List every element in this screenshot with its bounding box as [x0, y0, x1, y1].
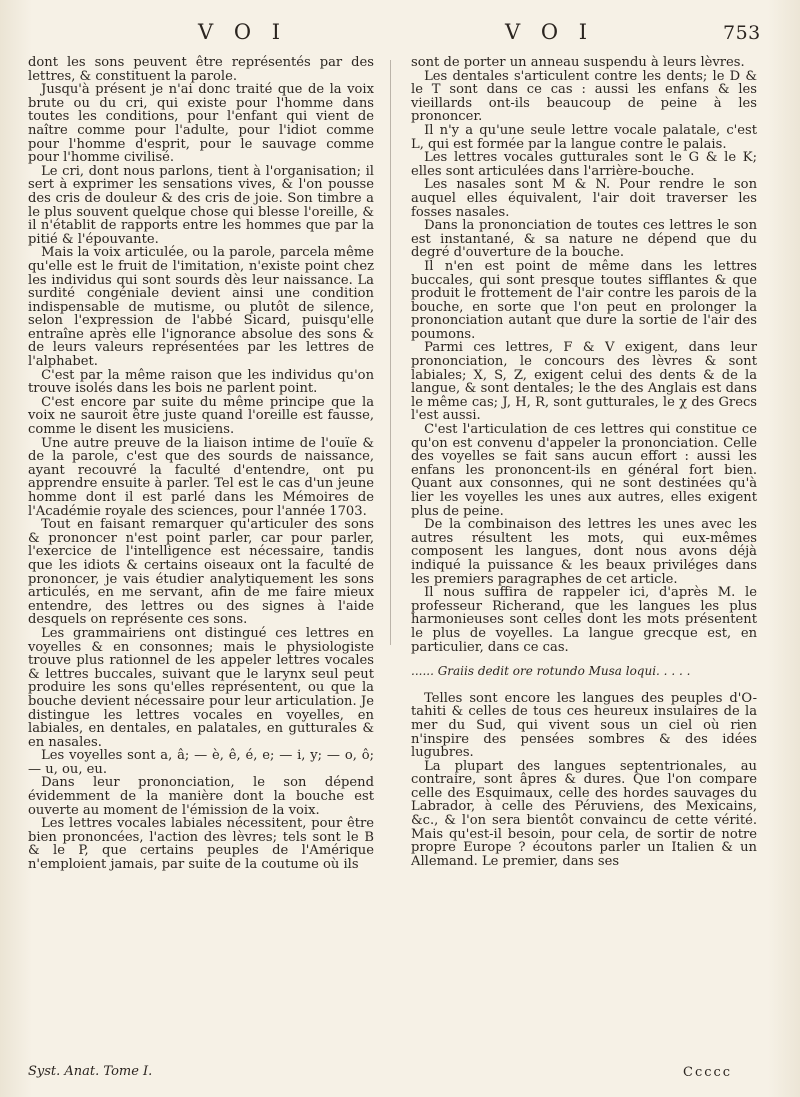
- paragraph: Il nous suffira de rappeler ici, d'après M. le professeur Richerand, que les langues les plus harmonieuses sont celles dont les mots présentent le plus de voyelles. La langue grecque est, en particulier, dans ce cas.: [411, 585, 757, 655]
- paragraph: De la combinaison des lettres les unes avec les autres résultent les mots, qui eux-mêmes composent les langues, dont nous avons déjà indiqué la puissance & les beaux priviléges dans les premiers paragraphes de cet article.: [411, 517, 757, 587]
- running-header: [0, 20, 800, 48]
- paragraph: C'est l'articulation de ces lettres qui constitue ce qu'on est convenu d'appeler la prononciation. Celle des voyelles se fait sans aucun effort : aussi les enfans les prononcent-ils en général fort bien. Quant aux consonnes, qui ne sont destinées qu'à lier les voyelles les unes aux autres, elles exigent plus de peine.: [411, 422, 757, 519]
- page-number: 753: [723, 22, 761, 44]
- paragraph: Les grammairiens ont distingué ces lettres en voyelles & en consonnes; mais le physiologiste trouve plus rationnel de les appeler lettres vocales & lettres buccales, suivant que le larynx seul peut produire les sons qu'elles représentent, ou que la bouche devient nécessaire pour leur articulation. Je distingue les lettres vocales en voyelles, en labiales, en dentales, en palatales, en gutturales & en nasales.: [28, 625, 374, 750]
- paragraph: Il n'y a qu'une seule lettre vocale palatale, c'est L, qui est formée par la langue contre le palais.: [411, 122, 757, 152]
- latin-quotation: ...... Graiis dedit ore rotundo Musa loqui. . . . .: [411, 664, 691, 679]
- paragraph: Parmi ces lettres, F & V exigent, dans leur prononciation, le concours des lèvres & sont labiales; X, S, Z, exigent celui des dents & de la langue, & sont dentales; le the des Anglais est dans le même cas; J, H, R, sont gutturales, le χ des Grecs l'est aussi.: [411, 340, 757, 424]
- paragraph: Telles sont encore les langues des peuples d'O-tahiti & celles de tous ces heureux insulaires de la mer du Sud, qui vivent sous un ciel où rien n'inspire des pensées sombres & des idées lugubres.: [411, 690, 757, 761]
- paragraph: Il n'en est point de même dans les lettres buccales, qui sont presque toutes sifflantes & que produit le frottement de l'air contre les parois de la bouche, en sorte que l'on peut en prolonger la prononciation autant que dure la sortie de l'air des poumons.: [411, 258, 757, 342]
- paragraph: Les nasales sont M & N. Pour rendre le son auquel elles équivalent, l'air doit traverser les fosses nasales.: [411, 177, 757, 220]
- paragraph: Le cri, dont nous parlons, tient à l'organisation; il sert à exprimer les sensations vives, & l'on pousse des cris de douleur & des cris de joie. Son timbre a le plus souvent quelque chose qui blesse l'oreille, & il n'établit de rapports entre les hommes que par la pitié & l'épouvante.: [28, 163, 374, 247]
- paragraph: C'est encore par suite du même principe que la voix ne sauroit être juste quand l'oreille est fausse, comme le disent les musiciens.: [28, 394, 374, 438]
- paragraph: Les voyelles sont a, â; — è, ê, é, e; — i, y; — o, ô; — u, ou, eu.: [28, 748, 374, 777]
- paragraph: Les lettres vocales labiales nécessitent, pour être bien prononcées, l'action des lèvres; tels sont le B & le P, que certains peuples de l'Amérique n'emploient jamais, par suite de la coutume où ils: [28, 816, 374, 873]
- paragraph: Dans leur prononciation, le son dépend évidemment de la manière dont la bouche est ouverte au moment de l'émission de la voix.: [28, 775, 374, 818]
- paragraph: Jusqu'à présent je n'ai donc traité que de la voix brute ou du cri, qui existe pour l'homme dans toutes les conditions, pour l'enfant qui vient de naître comme pour l'adulte, pour l'idiot comme pour l'homme d'esprit, pour le sauvage comme pour l'homme civilisé.: [28, 82, 374, 166]
- paragraph: Les dentales s'articulent contre les dents; le D & le T sont dans ce cas : aussi les enfans & les vieillards ont-ils beaucoup de peine à les prononcer.: [411, 68, 757, 125]
- paragraph: Dans la prononciation de toutes ces lettres le son est instantané, & sa nature ne dépend que du degré d'ouverture de la bouche.: [411, 218, 757, 261]
- column-divider: [390, 60, 391, 645]
- paragraph: C'est par la même raison que les individus qu'on trouve isolés dans les bois ne parlent point.: [28, 367, 374, 397]
- paragraph: Tout en faisant remarquer qu'articuler des sons & prononcer n'est point parler, car pour parler, l'exercice de l'intelligence est nécessaire, tandis que les idiots & certains oiseaux ont la faculté de prononcer, je vais étudier analytiquement les sons articulés, en me servant, afin de me faire mieux entendre, des lettres ou des signes à l'aide desquels on représente ces sons.: [28, 517, 374, 628]
- left-column: [28, 56, 374, 872]
- paragraph: Mais la voix articulée, ou la parole, parcela même qu'elle est le fruit de l'imitation, n'existe point chez les individus qui sont sourds dès leur naissance. La surdité congéniale devient ainsi une condition indispensable de mutisme, ou plutôt de silence, selon l'expression de l'abbé Sicard, puisqu'elle entraîne après elle l'ignorance absolue des sons & de leurs valeurs représentées par les lettres de l'alphabet.: [28, 245, 374, 370]
- paragraph: dont les sons peuvent être représentés par des lettres, & constituent la parole.: [28, 55, 374, 84]
- volume-signature: Syst. Anat. Tome I.: [28, 1064, 153, 1079]
- printer-signature-mark: Ccccc: [683, 1065, 733, 1080]
- paragraph: Une autre preuve de la liaison intime de l'ouïe & de la parole, c'est que des sourds de naissance, ayant recouvré la faculté d'entendre, ont pu apprendre ensuite à parler. Tel est le cas d'un jeune homme dont il est parlé dans les Mémoires de l'Académie royale des sciences, pour l'année 1703.: [28, 435, 374, 519]
- paragraph: Les lettres vocales gutturales sont le G & le K; elles sont articulées dans l'arrière-bouche.: [411, 150, 757, 179]
- right-running-title: V O I: [505, 20, 595, 44]
- left-running-title: V O I: [198, 20, 288, 44]
- paragraph: sont de porter un anneau suspendu à leurs lèvres.: [411, 55, 745, 70]
- right-column: [411, 56, 757, 868]
- paragraph: La plupart des langues septentrionales, au contraire, sont âpres & dures. Que l'on compare celle des Esquimaux, celle des hordes sauvages du Labrador, à celle des Péruviens, des Mexicains, &c., & l'on sera bientôt convaincu de cette vérité. Mais qu'est-il besoin, pour cela, de sortir de notre propre Europe ? écoutons parler un Italien & un Allemand. Le premier, dans ses: [411, 758, 757, 869]
